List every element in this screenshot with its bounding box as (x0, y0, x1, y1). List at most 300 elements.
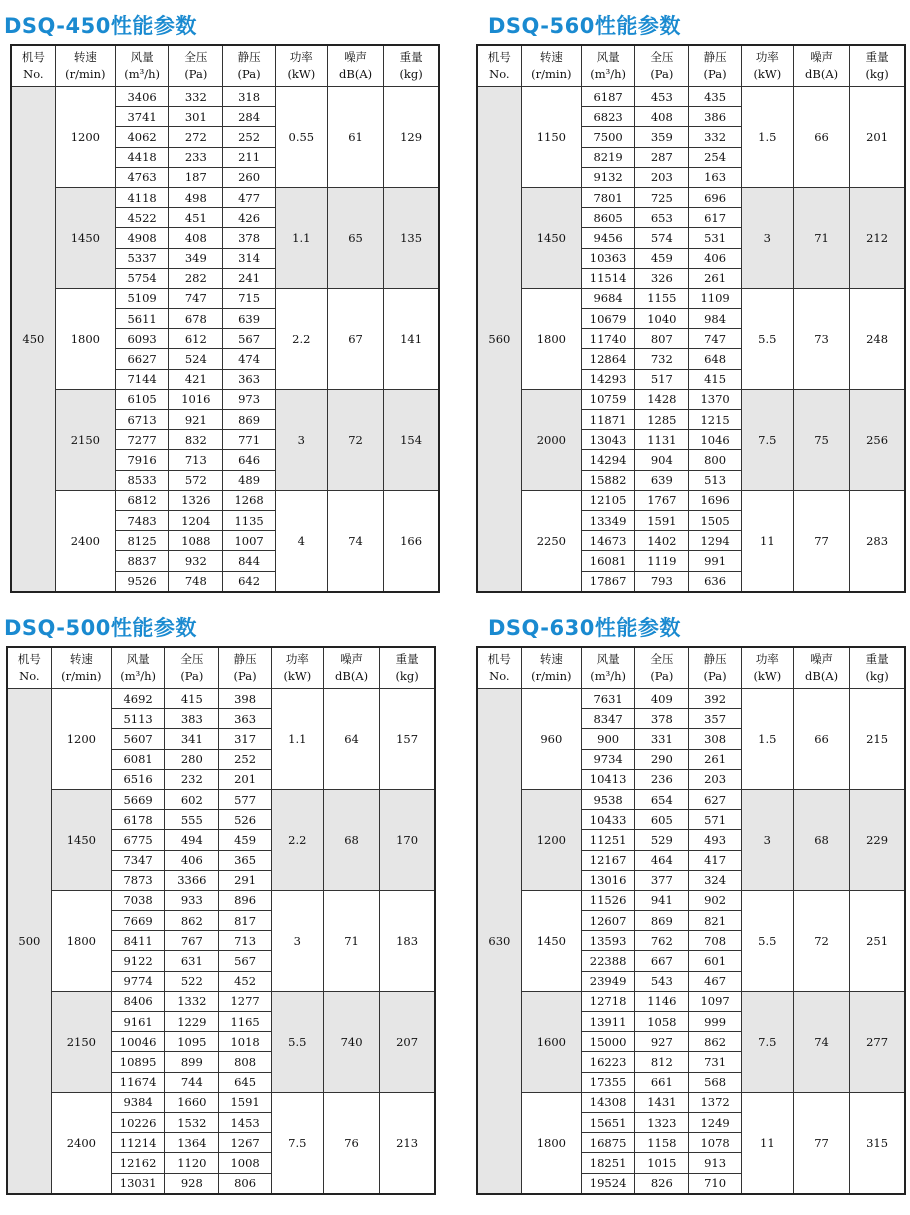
static-pressure-cell: 201 (219, 769, 271, 789)
airflow-cell: 11740 (581, 329, 634, 349)
airflow-cell: 3741 (115, 107, 168, 127)
weight-cell: 183 (380, 890, 435, 991)
airflow-cell: 12718 (581, 991, 634, 1011)
header-unit: (Pa) (703, 67, 727, 81)
header-label: 机号 (487, 50, 511, 64)
airflow-cell: 10226 (111, 1112, 164, 1132)
airflow-cell: 11526 (581, 890, 634, 910)
airflow-cell: 12864 (581, 349, 634, 369)
total-pressure-cell: 494 (165, 830, 219, 850)
total-pressure-cell: 522 (165, 971, 219, 991)
header-unit: (r/min) (61, 669, 102, 683)
airflow-cell: 8406 (111, 991, 164, 1011)
table-row (7, 991, 435, 1011)
header-model-no (7, 647, 51, 689)
static-pressure-cell: 568 (689, 1072, 741, 1092)
header-label: 重量 (865, 50, 889, 64)
power-cell: 5.5 (271, 991, 323, 1092)
total-pressure-cell: 1428 (635, 389, 689, 409)
total-pressure-cell: 498 (169, 187, 223, 207)
static-pressure-cell: 1370 (689, 389, 741, 409)
airflow-cell: 4418 (115, 147, 168, 167)
total-pressure-cell: 332 (169, 87, 223, 107)
model-no-cell: 560 (477, 87, 521, 592)
weight-cell: 170 (380, 789, 435, 890)
total-pressure-cell: 1120 (165, 1153, 219, 1173)
power-cell: 1.1 (275, 187, 327, 288)
airflow-cell: 11871 (581, 410, 634, 430)
table-row (477, 991, 905, 1011)
static-pressure-cell: 747 (689, 329, 741, 349)
airflow-cell: 5669 (111, 789, 164, 809)
static-pressure-cell: 1696 (689, 490, 741, 510)
static-pressure-cell: 357 (689, 709, 741, 729)
header-label: 静压 (233, 652, 257, 666)
speed-cell: 2250 (521, 490, 581, 591)
model-no-cell: 500 (7, 689, 51, 1194)
total-pressure-cell: 639 (635, 470, 689, 490)
total-pressure-cell: 832 (169, 430, 223, 450)
static-pressure-cell: 1007 (223, 531, 275, 551)
total-pressure-cell: 1015 (635, 1153, 689, 1173)
power-cell: 3 (271, 890, 323, 991)
airflow-cell: 13031 (111, 1173, 164, 1194)
weight-cell: 157 (380, 689, 435, 790)
table-row (477, 1092, 905, 1112)
header-label: 机号 (487, 652, 511, 666)
total-pressure-cell: 732 (635, 349, 689, 369)
header-label: 噪声 (344, 50, 368, 64)
static-pressure-cell: 493 (689, 830, 741, 850)
speed-cell: 1450 (521, 187, 581, 288)
header-unit: (kg) (399, 67, 423, 81)
total-pressure-cell: 653 (635, 208, 689, 228)
total-pressure-cell: 280 (165, 749, 219, 769)
airflow-cell: 14294 (581, 450, 634, 470)
static-pressure-cell: 1165 (219, 1012, 271, 1032)
airflow-cell: 18251 (581, 1153, 634, 1173)
noise-cell: 68 (323, 789, 379, 890)
static-pressure-cell: 645 (219, 1072, 271, 1092)
airflow-cell: 6105 (115, 389, 168, 409)
header-static-pressure (223, 45, 275, 87)
noise-cell: 74 (793, 991, 849, 1092)
airflow-cell: 12105 (581, 490, 634, 510)
header-unit: (r/min) (531, 669, 572, 683)
header-airflow (581, 45, 634, 87)
static-pressure-cell: 617 (689, 208, 741, 228)
header-label: 全压 (650, 652, 674, 666)
airflow-cell: 12162 (111, 1153, 164, 1173)
total-pressure-cell: 605 (635, 810, 689, 830)
header-unit: (m³/h) (590, 67, 626, 81)
table-row (11, 288, 439, 308)
static-pressure-cell: 991 (689, 551, 741, 571)
airflow-cell: 7873 (111, 870, 164, 890)
performance-table (10, 44, 440, 593)
airflow-cell: 7631 (581, 689, 634, 709)
airflow-cell: 11514 (581, 268, 634, 288)
airflow-cell: 6178 (111, 810, 164, 830)
static-pressure-cell: 627 (689, 789, 741, 809)
airflow-cell: 16875 (581, 1133, 634, 1153)
noise-cell: 66 (793, 689, 849, 790)
header-unit: No. (23, 67, 44, 81)
total-pressure-cell: 1146 (635, 991, 689, 1011)
total-pressure-cell: 1131 (635, 430, 689, 450)
speed-cell: 1200 (521, 789, 581, 890)
total-pressure-cell: 282 (169, 268, 223, 288)
total-pressure-cell: 555 (165, 810, 219, 830)
header-static-pressure (689, 45, 741, 87)
table-title: DSQ-450性能参数 (4, 14, 197, 38)
model-no-cell: 450 (11, 87, 55, 592)
airflow-cell: 8219 (581, 147, 634, 167)
static-pressure-cell: 715 (223, 288, 275, 308)
header-unit: (kg) (865, 669, 889, 683)
power-cell: 1.5 (741, 689, 793, 790)
total-pressure-cell: 602 (165, 789, 219, 809)
airflow-cell: 6812 (115, 490, 168, 510)
power-cell: 1.5 (741, 87, 793, 188)
total-pressure-cell: 1660 (165, 1092, 219, 1112)
airflow-cell: 4522 (115, 208, 168, 228)
total-pressure-cell: 1088 (169, 531, 223, 551)
static-pressure-cell: 252 (223, 127, 275, 147)
header-power (275, 45, 327, 87)
total-pressure-cell: 1204 (169, 510, 223, 530)
airflow-cell: 9132 (581, 167, 634, 187)
airflow-cell: 8533 (115, 470, 168, 490)
header-unit: (Pa) (184, 67, 208, 81)
total-pressure-cell: 713 (169, 450, 223, 470)
weight-cell: 277 (850, 991, 905, 1092)
airflow-cell: 7038 (111, 890, 164, 910)
total-pressure-cell: 459 (635, 248, 689, 268)
total-pressure-cell: 415 (165, 689, 219, 709)
airflow-cell: 6187 (581, 87, 634, 107)
static-pressure-cell: 862 (689, 1032, 741, 1052)
total-pressure-cell: 1040 (635, 309, 689, 329)
total-pressure-cell: 203 (635, 167, 689, 187)
static-pressure-cell: 808 (219, 1052, 271, 1072)
static-pressure-cell: 696 (689, 187, 741, 207)
power-cell: 5.5 (741, 890, 793, 991)
static-pressure-cell: 999 (689, 1012, 741, 1032)
header-unit: (Pa) (650, 669, 674, 683)
static-pressure-cell: 708 (689, 931, 741, 951)
static-pressure-cell: 452 (219, 971, 271, 991)
table-row (7, 789, 435, 809)
header-noise (793, 647, 849, 689)
noise-cell: 75 (793, 389, 849, 490)
static-pressure-cell: 314 (223, 248, 275, 268)
total-pressure-cell: 464 (635, 850, 689, 870)
header-unit: (m³/h) (124, 67, 160, 81)
header-weight (850, 45, 905, 87)
noise-cell: 61 (327, 87, 383, 188)
static-pressure-cell: 365 (219, 850, 271, 870)
total-pressure-cell: 1285 (635, 410, 689, 430)
airflow-cell: 4908 (115, 228, 168, 248)
total-pressure-cell: 807 (635, 329, 689, 349)
static-pressure-cell: 869 (223, 410, 275, 430)
noise-cell: 71 (793, 187, 849, 288)
header-unit: No. (19, 669, 40, 683)
total-pressure-cell: 862 (165, 911, 219, 931)
airflow-cell: 23949 (581, 971, 634, 991)
total-pressure-cell: 932 (169, 551, 223, 571)
power-cell: 7.5 (741, 991, 793, 1092)
weight-cell: 251 (850, 890, 905, 991)
airflow-cell: 900 (581, 729, 634, 749)
total-pressure-cell: 744 (165, 1072, 219, 1092)
header-weight (380, 647, 435, 689)
airflow-cell: 7144 (115, 369, 168, 389)
total-pressure-cell: 1591 (635, 510, 689, 530)
static-pressure-cell: 577 (219, 789, 271, 809)
total-pressure-cell: 725 (635, 187, 689, 207)
header-noise (793, 45, 849, 87)
power-cell: 4 (275, 490, 327, 591)
header-speed (55, 45, 115, 87)
header-unit: (kW) (283, 669, 312, 683)
header-label: 全压 (180, 652, 204, 666)
header-speed (51, 647, 111, 689)
header-unit: (kW) (287, 67, 316, 81)
static-pressure-cell: 1018 (219, 1032, 271, 1052)
header-unit: (Pa) (237, 67, 261, 81)
airflow-cell: 12607 (581, 911, 634, 931)
speed-cell: 2400 (55, 490, 115, 591)
noise-cell: 66 (793, 87, 849, 188)
model-no-cell: 630 (477, 689, 521, 1194)
table-row (11, 187, 439, 207)
header-label: 转速 (539, 652, 563, 666)
header-power (741, 45, 793, 87)
static-pressure-cell: 489 (223, 470, 275, 490)
airflow-cell: 9684 (581, 288, 634, 308)
total-pressure-cell: 359 (635, 127, 689, 147)
header-unit: dB(A) (339, 67, 373, 81)
static-pressure-cell: 636 (689, 571, 741, 592)
weight-cell: 256 (850, 389, 905, 490)
total-pressure-cell: 1767 (635, 490, 689, 510)
airflow-cell: 4118 (115, 187, 168, 207)
static-pressure-cell: 261 (689, 268, 741, 288)
total-pressure-cell: 543 (635, 971, 689, 991)
airflow-cell: 8837 (115, 551, 168, 571)
header-model-no (477, 45, 521, 87)
weight-cell: 248 (850, 288, 905, 389)
static-pressure-cell: 1505 (689, 510, 741, 530)
total-pressure-cell: 1016 (169, 389, 223, 409)
weight-cell: 215 (850, 689, 905, 790)
header-label: 转速 (69, 652, 93, 666)
airflow-cell: 5109 (115, 288, 168, 308)
static-pressure-cell: 415 (689, 369, 741, 389)
airflow-cell: 7500 (581, 127, 634, 147)
header-label: 重量 (399, 50, 423, 64)
speed-cell: 1200 (55, 87, 115, 188)
total-pressure-cell: 678 (169, 309, 223, 329)
total-pressure-cell: 1431 (635, 1092, 689, 1112)
speed-cell: 2150 (55, 389, 115, 490)
airflow-cell: 3406 (115, 87, 168, 107)
total-pressure-cell: 233 (169, 147, 223, 167)
table-title: DSQ-500性能参数 (4, 616, 197, 640)
airflow-cell: 9538 (581, 789, 634, 809)
total-pressure-cell: 236 (635, 769, 689, 789)
total-pressure-cell: 826 (635, 1173, 689, 1194)
static-pressure-cell: 1277 (219, 991, 271, 1011)
airflow-cell: 13016 (581, 870, 634, 890)
speed-cell: 960 (521, 689, 581, 790)
noise-cell: 73 (793, 288, 849, 389)
table-row (11, 389, 439, 409)
total-pressure-cell: 1364 (165, 1133, 219, 1153)
header-unit: (Pa) (233, 669, 257, 683)
header-total-pressure (165, 647, 219, 689)
airflow-cell: 5113 (111, 709, 164, 729)
total-pressure-cell: 349 (169, 248, 223, 268)
airflow-cell: 16223 (581, 1052, 634, 1072)
total-pressure-cell: 941 (635, 890, 689, 910)
static-pressure-cell: 308 (689, 729, 741, 749)
header-label: 重量 (395, 652, 419, 666)
total-pressure-cell: 517 (635, 369, 689, 389)
total-pressure-cell: 927 (635, 1032, 689, 1052)
airflow-cell: 17355 (581, 1072, 634, 1092)
airflow-cell: 8125 (115, 531, 168, 551)
speed-cell: 1800 (521, 1092, 581, 1193)
static-pressure-cell: 817 (219, 911, 271, 931)
total-pressure-cell: 654 (635, 789, 689, 809)
header-unit: No. (489, 67, 510, 81)
header-label: 静压 (237, 50, 261, 64)
airflow-cell: 11251 (581, 830, 634, 850)
static-pressure-cell: 710 (689, 1173, 741, 1194)
header-label: 噪声 (810, 50, 834, 64)
table-row (477, 890, 905, 910)
static-pressure-cell: 806 (219, 1173, 271, 1194)
header-total-pressure (169, 45, 223, 87)
airflow-cell: 7483 (115, 510, 168, 530)
total-pressure-cell: 1058 (635, 1012, 689, 1032)
static-pressure-cell: 406 (689, 248, 741, 268)
airflow-cell: 11674 (111, 1072, 164, 1092)
header-unit: (Pa) (180, 669, 204, 683)
weight-cell: 283 (850, 490, 905, 591)
static-pressure-cell: 639 (223, 309, 275, 329)
header-label: 风量 (596, 50, 620, 64)
airflow-cell: 13911 (581, 1012, 634, 1032)
static-pressure-cell: 1109 (689, 288, 741, 308)
airflow-cell: 9456 (581, 228, 634, 248)
static-pressure-cell: 324 (689, 870, 741, 890)
header-unit: (kW) (753, 67, 782, 81)
static-pressure-cell: 713 (219, 931, 271, 951)
power-cell: 1.1 (271, 689, 323, 790)
static-pressure-cell: 211 (223, 147, 275, 167)
header-total-pressure (635, 45, 689, 87)
power-cell: 3 (275, 389, 327, 490)
header-label: 功率 (285, 652, 309, 666)
header-unit: (r/min) (65, 67, 106, 81)
static-pressure-cell: 1097 (689, 991, 741, 1011)
header-unit: (r/min) (531, 67, 572, 81)
total-pressure-cell: 767 (165, 931, 219, 951)
static-pressure-cell: 317 (219, 729, 271, 749)
header-airflow (115, 45, 168, 87)
header-label: 功率 (755, 50, 779, 64)
table-row (477, 187, 905, 207)
airflow-cell: 6713 (115, 410, 168, 430)
static-pressure-cell: 260 (223, 167, 275, 187)
total-pressure-cell: 232 (165, 769, 219, 789)
airflow-cell: 10433 (581, 810, 634, 830)
airflow-cell: 6081 (111, 749, 164, 769)
speed-cell: 1450 (521, 890, 581, 991)
airflow-cell: 13349 (581, 510, 634, 530)
static-pressure-cell: 913 (689, 1153, 741, 1173)
panel-dsq-630 (476, 612, 906, 1202)
airflow-cell: 15651 (581, 1112, 634, 1132)
total-pressure-cell: 1119 (635, 551, 689, 571)
table-row (477, 689, 905, 709)
airflow-cell: 13593 (581, 931, 634, 951)
total-pressure-cell: 812 (635, 1052, 689, 1072)
header-label: 噪声 (340, 652, 364, 666)
static-pressure-cell: 648 (689, 349, 741, 369)
speed-cell: 2150 (51, 991, 111, 1092)
static-pressure-cell: 477 (223, 187, 275, 207)
performance-table (476, 646, 906, 1195)
static-pressure-cell: 1008 (219, 1153, 271, 1173)
header-unit: (kg) (865, 67, 889, 81)
header-total-pressure (635, 647, 689, 689)
weight-cell: 154 (384, 389, 439, 490)
header-label: 机号 (21, 50, 45, 64)
static-pressure-cell: 1591 (219, 1092, 271, 1112)
power-cell: 3 (741, 187, 793, 288)
total-pressure-cell: 187 (169, 167, 223, 187)
header-unit: No. (489, 669, 510, 683)
airflow-cell: 5611 (115, 309, 168, 329)
total-pressure-cell: 661 (635, 1072, 689, 1092)
weight-cell: 229 (850, 789, 905, 890)
airflow-cell: 5754 (115, 268, 168, 288)
weight-cell: 141 (384, 288, 439, 389)
static-pressure-cell: 601 (689, 951, 741, 971)
static-pressure-cell: 800 (689, 450, 741, 470)
static-pressure-cell: 526 (219, 810, 271, 830)
static-pressure-cell: 318 (223, 87, 275, 107)
airflow-cell: 22388 (581, 951, 634, 971)
static-pressure-cell: 459 (219, 830, 271, 850)
header-unit: dB(A) (805, 67, 839, 81)
table-row (11, 87, 439, 107)
airflow-cell: 8605 (581, 208, 634, 228)
total-pressure-cell: 524 (169, 349, 223, 369)
static-pressure-cell: 984 (689, 309, 741, 329)
weight-cell: 201 (850, 87, 905, 188)
weight-cell: 166 (384, 490, 439, 591)
airflow-cell: 17867 (581, 571, 634, 592)
static-pressure-cell: 386 (689, 107, 741, 127)
table-row (477, 288, 905, 308)
header-weight (384, 45, 439, 87)
